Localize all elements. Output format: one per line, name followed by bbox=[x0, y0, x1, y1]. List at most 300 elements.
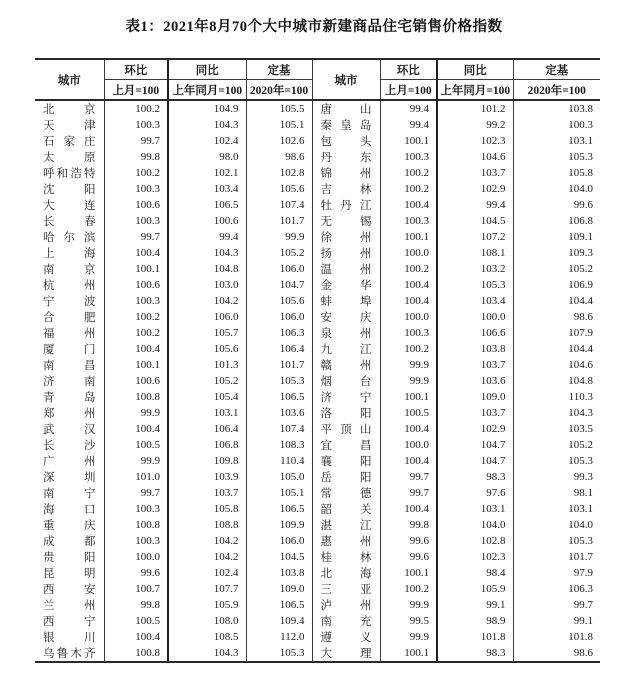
city-cell bbox=[35, 149, 104, 165]
city-cell bbox=[312, 453, 380, 469]
value-cell: 104.6 bbox=[437, 149, 513, 165]
city-cell bbox=[312, 405, 380, 421]
city-cell bbox=[35, 325, 104, 341]
city-cell bbox=[35, 133, 104, 149]
city-name: 郑 州 bbox=[43, 408, 96, 420]
city-cell bbox=[312, 517, 380, 533]
value-cell: 100.3 bbox=[104, 181, 168, 197]
value-cell: 99.3 bbox=[513, 469, 600, 485]
value-cell: 105.9 bbox=[168, 597, 246, 613]
value-cell: 100.3 bbox=[513, 117, 600, 133]
value-cell: 104.3 bbox=[513, 405, 600, 421]
city-name: 九 江 bbox=[320, 344, 372, 356]
value-cell: 101.8 bbox=[437, 629, 513, 645]
city-name: 襄 阳 bbox=[320, 456, 372, 468]
table-row bbox=[35, 629, 600, 645]
value-cell: 105.6 bbox=[246, 293, 312, 309]
city-cell bbox=[35, 181, 104, 197]
city-name: 赣 州 bbox=[320, 360, 372, 372]
city-cell bbox=[312, 469, 380, 485]
value-cell: 102.1 bbox=[168, 165, 246, 181]
value-cell: 103.2 bbox=[437, 261, 513, 277]
value-cell: 99.9 bbox=[246, 229, 312, 245]
city-cell bbox=[312, 437, 380, 453]
value-cell: 100.1 bbox=[380, 565, 437, 581]
value-cell: 105.1 bbox=[246, 117, 312, 133]
city-cell bbox=[35, 357, 104, 373]
city-name: 南 充 bbox=[320, 616, 372, 628]
table-row bbox=[35, 373, 600, 389]
value-cell: 100.8 bbox=[104, 389, 168, 405]
subheader-base-right: 2020年=100 bbox=[513, 80, 600, 101]
value-cell: 105.5 bbox=[246, 100, 312, 117]
table-row bbox=[35, 565, 600, 581]
value-cell: 105.3 bbox=[513, 533, 600, 549]
value-cell: 109.3 bbox=[513, 245, 600, 261]
value-cell: 105.2 bbox=[513, 437, 600, 453]
value-cell: 103.5 bbox=[513, 421, 600, 437]
value-cell: 105.3 bbox=[513, 453, 600, 469]
city-name: 岳 阳 bbox=[320, 472, 372, 484]
city-name: 长 沙 bbox=[43, 440, 96, 452]
city-cell bbox=[312, 629, 380, 645]
value-cell: 99.6 bbox=[513, 197, 600, 213]
city-name: 泸 州 bbox=[320, 600, 372, 612]
value-cell: 101.2 bbox=[437, 100, 513, 117]
value-cell: 100.1 bbox=[380, 389, 437, 405]
city-name: 厦 门 bbox=[43, 344, 96, 356]
city-name: 广 州 bbox=[43, 456, 96, 468]
value-cell: 105.3 bbox=[513, 149, 600, 165]
value-cell: 100.8 bbox=[104, 517, 168, 533]
value-cell: 100.5 bbox=[104, 437, 168, 453]
city-name: 扬 州 bbox=[320, 248, 372, 260]
city-cell bbox=[35, 645, 104, 662]
city-name: 泉 州 bbox=[320, 328, 372, 340]
value-cell: 99.9 bbox=[380, 357, 437, 373]
city-cell bbox=[312, 229, 380, 245]
value-cell: 100.1 bbox=[104, 261, 168, 277]
value-cell: 105.8 bbox=[168, 501, 246, 517]
value-cell: 100.6 bbox=[104, 373, 168, 389]
value-cell: 105.0 bbox=[246, 469, 312, 485]
value-cell: 104.3 bbox=[168, 245, 246, 261]
value-cell: 106.3 bbox=[246, 325, 312, 341]
value-cell: 97.6 bbox=[437, 485, 513, 501]
value-cell: 103.6 bbox=[246, 405, 312, 421]
value-cell: 101.0 bbox=[104, 469, 168, 485]
city-cell bbox=[35, 453, 104, 469]
city-name: 哈 尔 滨 bbox=[43, 232, 96, 244]
col-header-yoy-right: 同比 bbox=[437, 59, 513, 80]
table-row bbox=[35, 325, 600, 341]
col-header-base-right: 定基 bbox=[513, 59, 600, 80]
table-row bbox=[35, 533, 600, 549]
city-cell bbox=[35, 373, 104, 389]
value-cell: 100.3 bbox=[380, 149, 437, 165]
subheader-base-left: 2020年=100 bbox=[246, 80, 312, 101]
value-cell: 103.4 bbox=[437, 293, 513, 309]
value-cell: 98.3 bbox=[437, 645, 513, 662]
value-cell: 104.8 bbox=[168, 261, 246, 277]
value-cell: 103.8 bbox=[246, 565, 312, 581]
city-name: 大 理 bbox=[320, 648, 372, 660]
city-cell bbox=[35, 261, 104, 277]
table-row bbox=[35, 357, 600, 373]
value-cell: 100.4 bbox=[380, 277, 437, 293]
value-cell: 100.3 bbox=[104, 213, 168, 229]
table-row bbox=[35, 277, 600, 293]
value-cell: 112.0 bbox=[246, 629, 312, 645]
city-name: 兰 州 bbox=[43, 600, 96, 612]
value-cell: 100.5 bbox=[380, 405, 437, 421]
value-cell: 100.6 bbox=[168, 213, 246, 229]
table-row bbox=[35, 293, 600, 309]
city-name: 丹 东 bbox=[320, 152, 372, 164]
value-cell: 103.7 bbox=[437, 405, 513, 421]
value-cell: 106.8 bbox=[168, 437, 246, 453]
value-cell: 105.8 bbox=[513, 165, 600, 181]
city-name: 重 庆 bbox=[43, 520, 96, 532]
value-cell: 106.5 bbox=[246, 501, 312, 517]
value-cell: 98.6 bbox=[513, 645, 600, 662]
value-cell: 100.0 bbox=[437, 309, 513, 325]
value-cell: 100.4 bbox=[104, 421, 168, 437]
value-cell: 103.1 bbox=[168, 405, 246, 421]
price-index-table bbox=[35, 58, 600, 663]
value-cell: 105.1 bbox=[246, 485, 312, 501]
city-cell bbox=[35, 309, 104, 325]
value-cell: 108.5 bbox=[168, 629, 246, 645]
value-cell: 100.2 bbox=[380, 581, 437, 597]
value-cell: 104.7 bbox=[437, 437, 513, 453]
value-cell: 104.0 bbox=[513, 517, 600, 533]
city-name: 蚌 埠 bbox=[320, 296, 372, 308]
value-cell: 103.8 bbox=[437, 341, 513, 357]
value-cell: 100.2 bbox=[380, 181, 437, 197]
city-cell bbox=[312, 149, 380, 165]
value-cell: 101.8 bbox=[513, 629, 600, 645]
value-cell: 105.2 bbox=[246, 245, 312, 261]
value-cell: 107.7 bbox=[168, 581, 246, 597]
value-cell: 100.4 bbox=[380, 197, 437, 213]
city-name: 北 海 bbox=[320, 568, 372, 580]
city-name: 福 州 bbox=[43, 328, 96, 340]
value-cell: 103.6 bbox=[437, 373, 513, 389]
value-cell: 99.9 bbox=[104, 405, 168, 421]
value-cell: 100.1 bbox=[380, 229, 437, 245]
value-cell: 99.6 bbox=[380, 533, 437, 549]
value-cell: 107.2 bbox=[437, 229, 513, 245]
value-cell: 99.1 bbox=[437, 597, 513, 613]
value-cell: 100.3 bbox=[104, 293, 168, 309]
city-name: 青 岛 bbox=[43, 392, 96, 404]
value-cell: 100.1 bbox=[104, 357, 168, 373]
table-body bbox=[35, 100, 600, 662]
value-cell: 99.7 bbox=[104, 485, 168, 501]
city-cell bbox=[312, 197, 380, 213]
value-cell: 104.2 bbox=[168, 293, 246, 309]
subheader-mom-left: 上月=100 bbox=[104, 80, 168, 101]
city-name: 南 昌 bbox=[43, 360, 96, 372]
city-cell bbox=[35, 629, 104, 645]
city-name: 太 原 bbox=[43, 152, 96, 164]
city-name: 宁 波 bbox=[43, 296, 96, 308]
value-cell: 100.2 bbox=[104, 165, 168, 181]
value-cell: 100.0 bbox=[104, 549, 168, 565]
value-cell: 105.3 bbox=[246, 645, 312, 662]
city-cell bbox=[35, 197, 104, 213]
value-cell: 106.3 bbox=[513, 581, 600, 597]
value-cell: 100.3 bbox=[380, 325, 437, 341]
value-cell: 100.0 bbox=[380, 245, 437, 261]
value-cell: 99.9 bbox=[104, 453, 168, 469]
value-cell: 109.0 bbox=[246, 581, 312, 597]
value-cell: 102.3 bbox=[437, 133, 513, 149]
city-name: 韶 关 bbox=[320, 504, 372, 516]
value-cell: 106.0 bbox=[246, 533, 312, 549]
value-cell: 103.1 bbox=[513, 133, 600, 149]
value-cell: 105.3 bbox=[437, 277, 513, 293]
city-name: 武 汉 bbox=[43, 424, 96, 436]
value-cell: 100.4 bbox=[104, 629, 168, 645]
value-cell: 104.7 bbox=[246, 277, 312, 293]
value-cell: 108.3 bbox=[246, 437, 312, 453]
value-cell: 99.7 bbox=[104, 229, 168, 245]
value-cell: 102.6 bbox=[246, 133, 312, 149]
value-cell: 100.1 bbox=[380, 133, 437, 149]
value-cell: 100.2 bbox=[104, 309, 168, 325]
city-cell bbox=[35, 469, 104, 485]
city-name: 湛 江 bbox=[320, 520, 372, 532]
table-header bbox=[35, 59, 600, 100]
value-cell: 98.0 bbox=[168, 149, 246, 165]
city-cell bbox=[312, 613, 380, 629]
city-name: 宜 昌 bbox=[320, 440, 372, 452]
value-cell: 99.8 bbox=[104, 149, 168, 165]
city-name: 惠 州 bbox=[320, 536, 372, 548]
value-cell: 103.1 bbox=[437, 501, 513, 517]
value-cell: 99.6 bbox=[104, 565, 168, 581]
value-cell: 103.7 bbox=[437, 165, 513, 181]
value-cell: 109.8 bbox=[168, 453, 246, 469]
city-name: 济 南 bbox=[43, 376, 96, 388]
table-row bbox=[35, 581, 600, 597]
table-row bbox=[35, 149, 600, 165]
city-cell bbox=[35, 485, 104, 501]
city-name: 遵 义 bbox=[320, 632, 372, 644]
value-cell: 100.6 bbox=[104, 277, 168, 293]
value-cell: 104.2 bbox=[168, 549, 246, 565]
city-name: 大 连 bbox=[43, 200, 96, 212]
value-cell: 99.7 bbox=[380, 469, 437, 485]
city-name: 贵 阳 bbox=[43, 552, 96, 564]
city-name: 吉 林 bbox=[320, 184, 372, 196]
city-name: 沈 阳 bbox=[43, 184, 96, 196]
value-cell: 107.9 bbox=[513, 325, 600, 341]
value-cell: 99.4 bbox=[380, 117, 437, 133]
col-header-city-left: 城市 bbox=[35, 59, 104, 100]
city-cell bbox=[35, 565, 104, 581]
table-row bbox=[35, 501, 600, 517]
city-name: 深 圳 bbox=[43, 472, 96, 484]
city-cell bbox=[312, 133, 380, 149]
value-cell: 105.4 bbox=[168, 389, 246, 405]
value-cell: 99.5 bbox=[380, 613, 437, 629]
value-cell: 106.0 bbox=[246, 309, 312, 325]
table-row bbox=[35, 549, 600, 565]
value-cell: 110.4 bbox=[246, 453, 312, 469]
city-name: 呼 和 浩 特 bbox=[43, 168, 96, 180]
table-row bbox=[35, 213, 600, 229]
value-cell: 100.4 bbox=[380, 501, 437, 517]
value-cell: 100.2 bbox=[380, 341, 437, 357]
value-cell: 99.9 bbox=[380, 597, 437, 613]
city-cell bbox=[35, 165, 104, 181]
table-row bbox=[35, 389, 600, 405]
city-cell bbox=[35, 533, 104, 549]
value-cell: 104.2 bbox=[168, 533, 246, 549]
value-cell: 99.9 bbox=[380, 373, 437, 389]
value-cell: 102.8 bbox=[246, 165, 312, 181]
value-cell: 100.4 bbox=[104, 341, 168, 357]
table-row bbox=[35, 469, 600, 485]
table-row bbox=[35, 453, 600, 469]
value-cell: 105.6 bbox=[168, 341, 246, 357]
table-row bbox=[35, 133, 600, 149]
city-name: 常 德 bbox=[320, 488, 372, 500]
table-row bbox=[35, 117, 600, 133]
value-cell: 109.0 bbox=[437, 389, 513, 405]
value-cell: 107.4 bbox=[246, 421, 312, 437]
city-name: 平 顶 山 bbox=[320, 424, 372, 436]
city-name: 包 头 bbox=[320, 136, 372, 148]
value-cell: 109.4 bbox=[246, 613, 312, 629]
city-cell bbox=[312, 565, 380, 581]
value-cell: 99.6 bbox=[380, 549, 437, 565]
value-cell: 100.0 bbox=[380, 437, 437, 453]
city-cell bbox=[312, 389, 380, 405]
value-cell: 109.9 bbox=[246, 517, 312, 533]
value-cell: 100.4 bbox=[380, 421, 437, 437]
table-row bbox=[35, 485, 600, 501]
city-cell bbox=[312, 100, 380, 117]
value-cell: 104.7 bbox=[437, 453, 513, 469]
table-row bbox=[35, 437, 600, 453]
value-cell: 106.5 bbox=[246, 597, 312, 613]
city-cell bbox=[35, 341, 104, 357]
table-row bbox=[35, 421, 600, 437]
city-name: 桂 林 bbox=[320, 552, 372, 564]
value-cell: 108.0 bbox=[168, 613, 246, 629]
city-name: 昆 明 bbox=[43, 568, 96, 580]
city-cell bbox=[312, 581, 380, 597]
value-cell: 106.6 bbox=[437, 325, 513, 341]
value-cell: 106.0 bbox=[168, 309, 246, 325]
value-cell: 110.3 bbox=[513, 389, 600, 405]
value-cell: 102.8 bbox=[437, 533, 513, 549]
value-cell: 98.1 bbox=[513, 485, 600, 501]
city-cell bbox=[35, 581, 104, 597]
city-cell bbox=[312, 421, 380, 437]
value-cell: 100.4 bbox=[380, 453, 437, 469]
value-cell: 107.4 bbox=[246, 197, 312, 213]
city-cell bbox=[312, 277, 380, 293]
value-cell: 105.2 bbox=[168, 373, 246, 389]
table-row bbox=[35, 197, 600, 213]
value-cell: 106.4 bbox=[246, 341, 312, 357]
value-cell: 98.6 bbox=[246, 149, 312, 165]
col-header-yoy-left: 同比 bbox=[168, 59, 246, 80]
value-cell: 102.4 bbox=[168, 133, 246, 149]
table-row bbox=[35, 100, 600, 117]
city-name: 南 宁 bbox=[43, 488, 96, 500]
city-cell bbox=[35, 421, 104, 437]
value-cell: 104.4 bbox=[513, 341, 600, 357]
value-cell: 104.8 bbox=[513, 373, 600, 389]
city-cell bbox=[35, 405, 104, 421]
col-header-base-left: 定基 bbox=[246, 59, 312, 80]
city-cell bbox=[35, 229, 104, 245]
city-cell bbox=[312, 549, 380, 565]
table-row bbox=[35, 517, 600, 533]
table-row bbox=[35, 261, 600, 277]
value-cell: 102.3 bbox=[437, 549, 513, 565]
city-name: 锦 州 bbox=[320, 168, 372, 180]
city-cell bbox=[312, 533, 380, 549]
subheader-yoy-right: 上年同月=100 bbox=[437, 80, 513, 101]
city-cell bbox=[35, 100, 104, 117]
value-cell: 99.7 bbox=[104, 133, 168, 149]
value-cell: 99.7 bbox=[380, 485, 437, 501]
value-cell: 102.4 bbox=[168, 565, 246, 581]
value-cell: 100.6 bbox=[104, 197, 168, 213]
city-cell bbox=[312, 373, 380, 389]
value-cell: 103.7 bbox=[168, 485, 246, 501]
value-cell: 100.4 bbox=[380, 293, 437, 309]
city-name: 银 川 bbox=[43, 632, 96, 644]
value-cell: 105.9 bbox=[437, 581, 513, 597]
value-cell: 105.7 bbox=[168, 325, 246, 341]
value-cell: 104.3 bbox=[168, 117, 246, 133]
value-cell: 100.1 bbox=[380, 645, 437, 662]
city-cell bbox=[312, 117, 380, 133]
value-cell: 108.8 bbox=[168, 517, 246, 533]
value-cell: 106.9 bbox=[513, 277, 600, 293]
value-cell: 101.7 bbox=[513, 549, 600, 565]
value-cell: 106.5 bbox=[168, 197, 246, 213]
value-cell: 105.2 bbox=[513, 261, 600, 277]
city-name: 无 锡 bbox=[320, 216, 372, 228]
city-name: 上 海 bbox=[43, 248, 96, 260]
table-row bbox=[35, 341, 600, 357]
value-cell: 100.2 bbox=[380, 165, 437, 181]
value-cell: 98.6 bbox=[513, 309, 600, 325]
table-row bbox=[35, 597, 600, 613]
value-cell: 103.7 bbox=[437, 357, 513, 373]
city-cell bbox=[35, 613, 104, 629]
city-cell bbox=[312, 293, 380, 309]
city-cell bbox=[35, 389, 104, 405]
city-name: 秦 皇 岛 bbox=[320, 120, 372, 132]
value-cell: 101.7 bbox=[246, 357, 312, 373]
city-cell bbox=[35, 517, 104, 533]
col-header-mom-right: 环比 bbox=[380, 59, 437, 80]
city-name: 西 安 bbox=[43, 584, 96, 596]
city-cell bbox=[312, 645, 380, 662]
value-cell: 99.1 bbox=[513, 613, 600, 629]
table-row bbox=[35, 245, 600, 261]
